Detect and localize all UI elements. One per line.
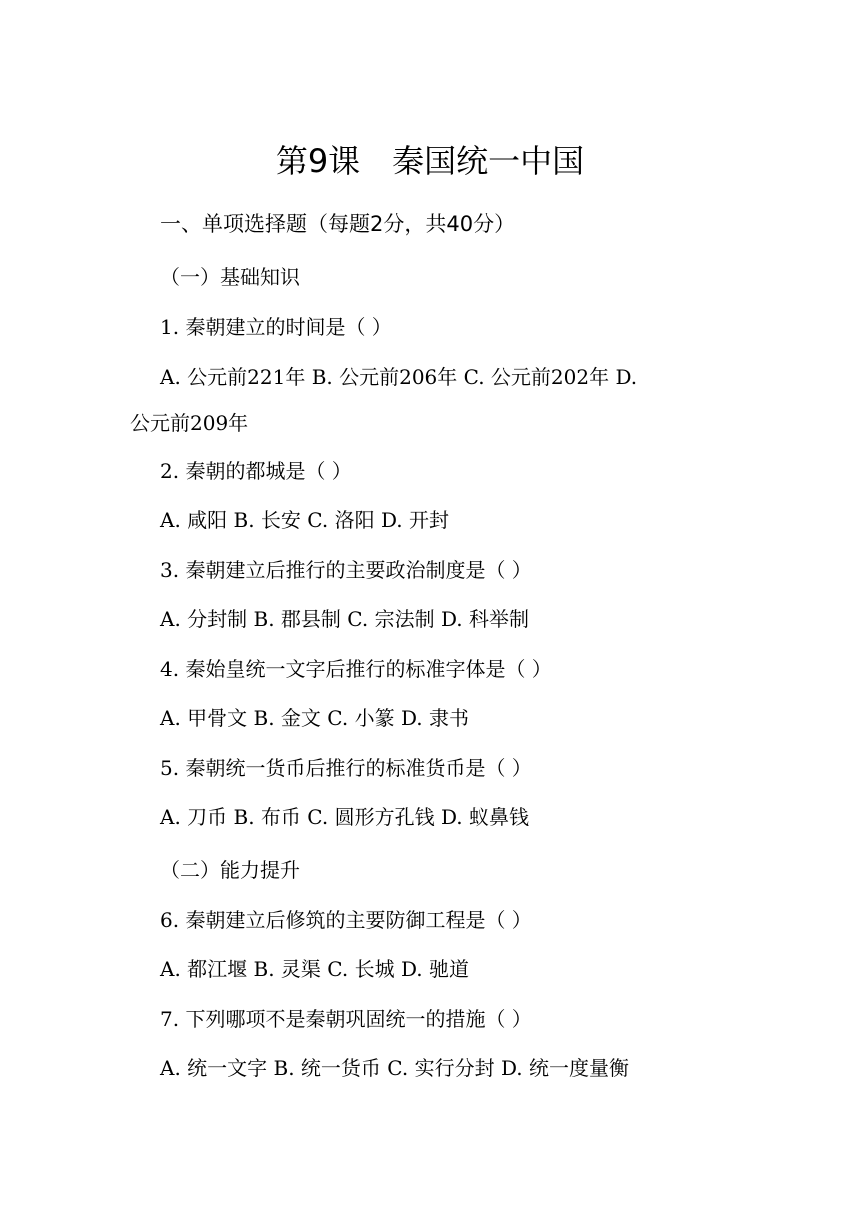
question-1-options-continued: 公元前209年 xyxy=(130,411,249,435)
question-3-options: A. 分封制 B. 郡县制 C. 宗法制 D. 科举制 xyxy=(160,607,529,631)
page-title: 第9课 秦国统一中国 xyxy=(275,142,585,180)
question-4: 4. 秦始皇统一文字后推行的标准字体是（ ） xyxy=(160,657,552,681)
question-2: 2. 秦朝的都城是（ ） xyxy=(160,459,352,483)
question-2-options: A. 咸阳 B. 长安 C. 洛阳 D. 开封 xyxy=(160,508,449,532)
question-1-options: A. 公元前221年 B. 公元前206年 C. 公元前202年 D. xyxy=(160,365,638,389)
question-5: 5. 秦朝统一货币后推行的标准货币是（ ） xyxy=(160,756,532,780)
section-heading: 一、单项选择题（每题2分，共40分） xyxy=(160,212,516,236)
question-4-options: A. 甲骨文 B. 金文 C. 小篆 D. 隶书 xyxy=(160,706,469,730)
question-5-options: A. 刀币 B. 布币 C. 圆形方孔钱 D. 蚁鼻钱 xyxy=(160,805,529,829)
question-6: 6. 秦朝建立后修筑的主要防御工程是（ ） xyxy=(160,908,532,932)
question-1: 1. 秦朝建立的时间是（ ） xyxy=(160,315,392,339)
part-heading-basic: （一）基础知识 xyxy=(160,265,300,289)
part-heading-advanced: （二）能力提升 xyxy=(160,858,300,882)
question-6-options: A. 都江堰 B. 灵渠 C. 长城 D. 驰道 xyxy=(160,957,469,981)
question-3: 3. 秦朝建立后推行的主要政治制度是（ ） xyxy=(160,558,532,582)
question-7-options: A. 统一文字 B. 统一货币 C. 实行分封 D. 统一度量衡 xyxy=(160,1056,629,1080)
question-7: 7. 下列哪项不是秦朝巩固统一的措施（ ） xyxy=(160,1007,532,1031)
